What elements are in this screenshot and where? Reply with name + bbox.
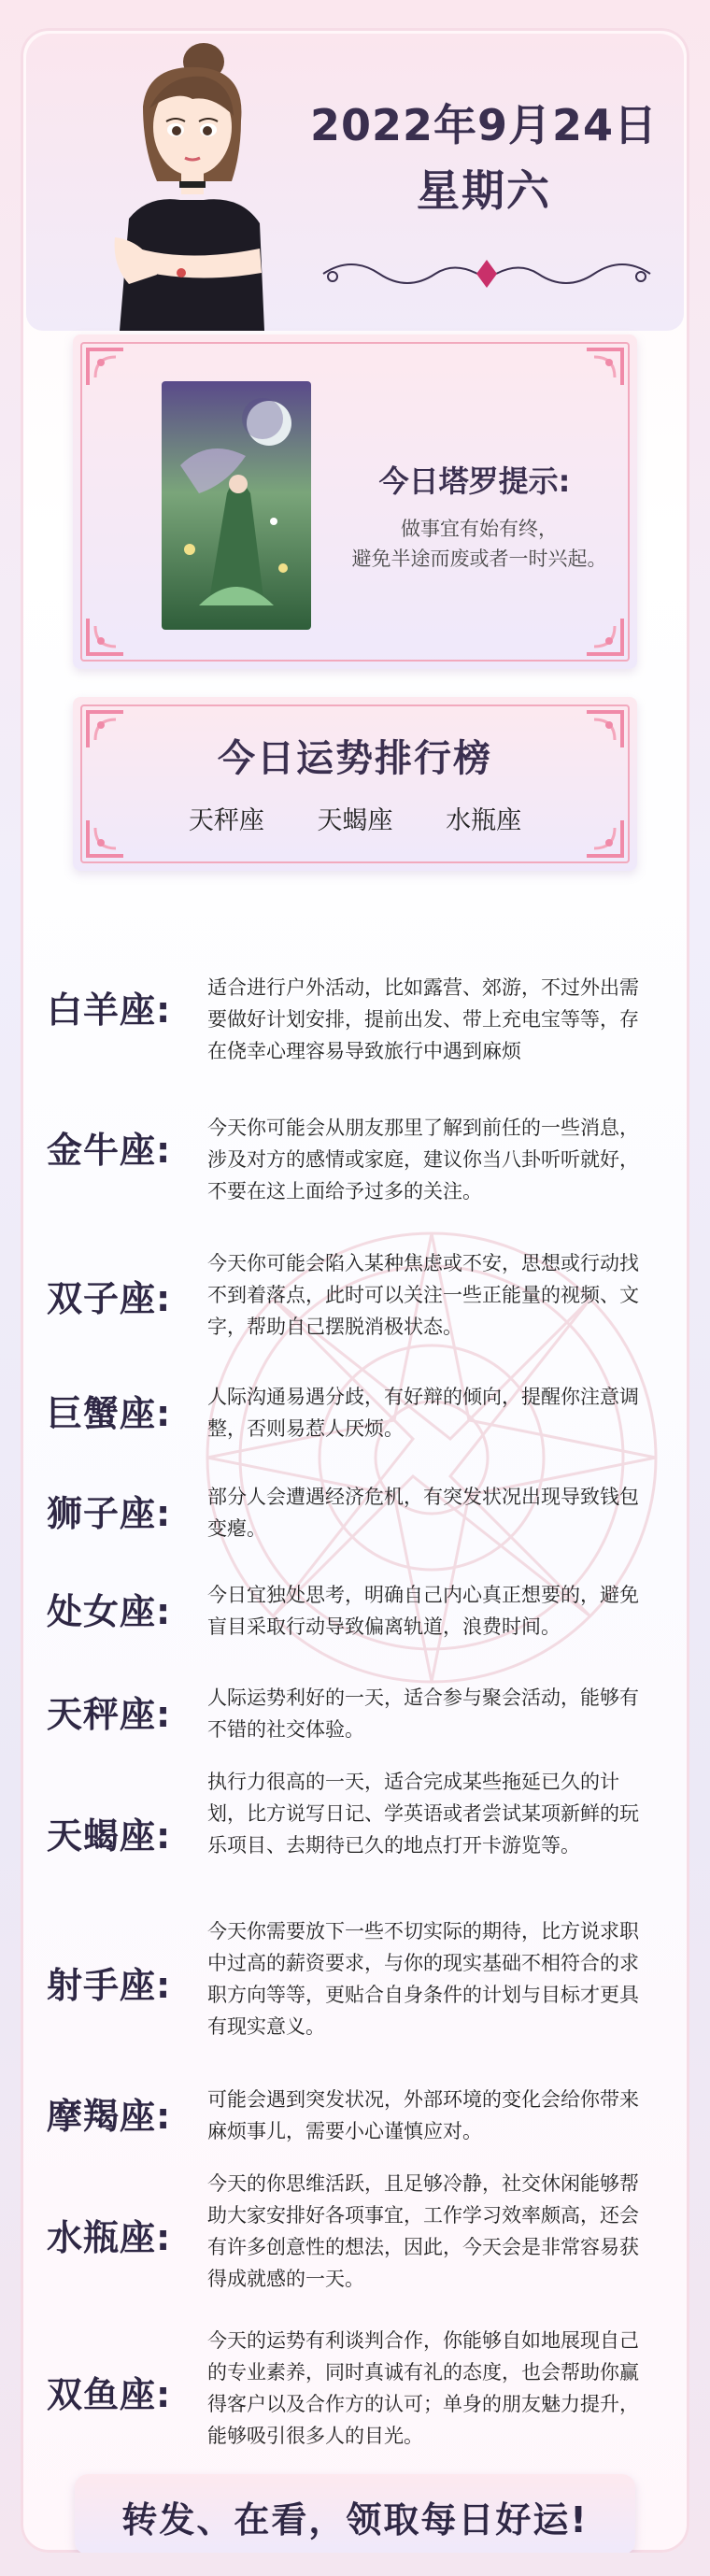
footer-banner (75, 2474, 635, 2553)
girl-illustration (92, 41, 278, 331)
sign-description: 人际运势利好的一天，适合参与聚会活动，能够有不错的社交体验。 (207, 1686, 639, 1741)
footer-call-to-action: 转发、在看，领取每日好运! (121, 2499, 589, 2540)
corner-ornament (84, 346, 127, 389)
ranking-card (73, 697, 637, 871)
sign-description: 今天你可能会从朋友那里了解到前任的一些消息，涉及对方的感情或家庭，建议你当八卦听听就好，不要在这上面给予过多的关注。 (207, 1117, 639, 1203)
horoscope-page (21, 28, 689, 2553)
sign-name: 射手座: (47, 1965, 172, 2006)
weekday-heading: 星期六 (417, 165, 551, 216)
tarot-card-image (162, 381, 311, 630)
tarot-tip-card (73, 334, 637, 669)
ranking-signs (73, 800, 637, 836)
tarot-title: 今日塔罗提示: (378, 463, 571, 499)
sign-name: 水瓶座: (47, 2217, 172, 2258)
sign-description: 今天的你思维活跃，且足够冷静，社交休闲能够帮助大家安排好各项事宜，工作学习效率颇高，还会有许多创意性的想法，因此，今天会是非常容易获得成就感的一天。 (207, 2172, 639, 2290)
sign-name: 双鱼座: (47, 2374, 172, 2415)
sign-name: 天蝎座: (47, 1815, 172, 1857)
header-banner (26, 34, 684, 331)
sign-description: 今天的运势有利谈判合作，你能够自如地展现自己的专业素养，同时真诚有礼的态度，也会帮助你赢得客户以及合作方的认可；单身的朋友魅力提升，能够吸引很多人的目光。 (207, 2329, 639, 2447)
corner-ornament (84, 615, 127, 658)
tarot-line: 做事宜有始有终， (401, 518, 558, 540)
corner-ornament (583, 615, 626, 658)
ranking-sign: 天秤座 (188, 806, 264, 835)
sign-name: 狮子座: (47, 1493, 172, 1534)
sign-description: 适合进行户外活动，比如露营、郊游，不过外出需要做好计划安排，提前出发、带上充电宝等等，存在侥幸心理容易导致旅行中遇到麻烦 (207, 976, 639, 1062)
sign-name: 双子座: (47, 1278, 172, 1319)
sign-description: 部分人会遭遇经济危机，有突发状况出现导致钱包变瘪。 (207, 1486, 639, 1540)
sign-description: 今天你需要放下一些不切实际的期待，比方说求职中过高的薪资要求，与你的现实基础不相符合的求职方向等等，更贴合自身条件的计划与目标才更具有现实意义。 (207, 1920, 639, 2038)
sign-description: 今日宜独处思考，明确自己内心真正想要的，避免盲目采取行动导致偏离轨道，浪费时间。 (207, 1584, 639, 1638)
sign-description: 可能会遇到突发状况，外部环境的变化会给你带来麻烦事儿，需要小心谨慎应对。 (207, 2088, 639, 2142)
sign-name: 金牛座: (47, 1130, 172, 1171)
ranking-title: 今日运势排行榜 (218, 737, 492, 780)
ranking-sign: 水瓶座 (446, 806, 522, 835)
sign-name: 摩羯座: (47, 2096, 172, 2137)
sign-name: 白羊座: (47, 989, 172, 1031)
flourish-ornament (314, 250, 660, 297)
sign-description: 执行力很高的一天，适合完成某些拖延已久的计划，比方说写日记、学英语或者尝试某项新鲜的玩乐项目、去期待已久的地点打开卡游览等。 (207, 1771, 639, 1857)
sign-name: 处女座: (47, 1591, 172, 1632)
tarot-line: 避免半途而废或者一时兴起。 (351, 548, 607, 570)
sign-description: 人际沟通易遇分歧，有好辩的倾向，提醒你注意调整，否则易惹人厌烦。 (207, 1386, 639, 1440)
ranking-sign: 天蝎座 (317, 806, 393, 835)
corner-ornament (583, 346, 626, 389)
date-heading: 2022年9月24日 (309, 100, 659, 150)
sign-name: 天秤座: (47, 1694, 172, 1735)
sign-name: 巨蟹座: (47, 1393, 172, 1434)
sign-description: 今天你可能会陷入某种焦虑或不安，思想或行动找不到着落点，此时可以关注一些正能量的视频、文字，帮助自己摆脱消极状态。 (207, 1252, 639, 1338)
tarot-message (334, 514, 624, 574)
